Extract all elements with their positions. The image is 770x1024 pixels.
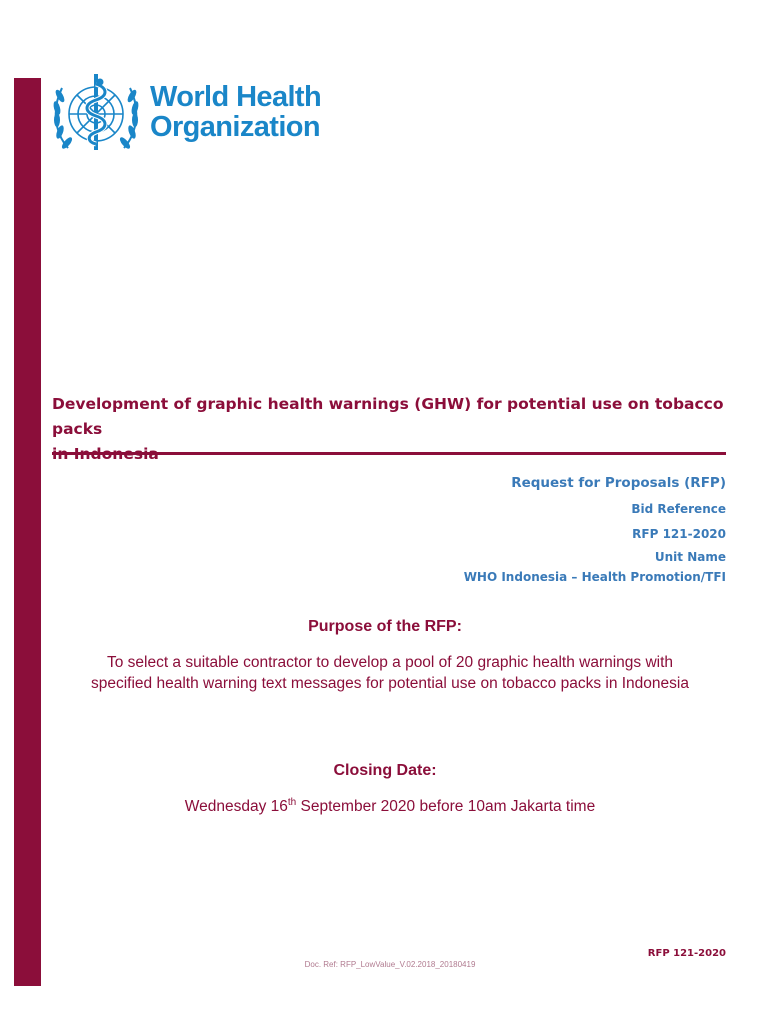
purpose-text [40,652,740,694]
closing-date-heading: Closing Date: [333,762,437,779]
closing-rest: September 2020 before 10am Jakarta time [296,798,596,816]
footer-rfp-reference: RFP 121-2020 [647,948,726,959]
bid-reference-value: RFP 121-2020 [632,527,726,541]
purpose-line-2: specified health warning text messages for potential use on tobacco packs in Indonesia [91,675,689,692]
closing-date-text [0,797,770,816]
title-line-1: Development of graphic health warnings (GHW) for potential use on tobacco packs [52,395,724,438]
closing-day: Wednesday 16 [184,798,288,816]
purpose-line-1: To select a suitable contractor to develop a pool of 20 graphic health warnings with [106,654,674,671]
purpose-heading: Purpose of the RFP: [308,618,462,635]
bid-reference-label: Bid Reference [631,502,726,516]
title-divider [52,452,726,455]
rfp-request-label: Request for Proposals (RFP) [511,475,726,491]
logo-line-1: World Health [150,81,322,113]
document-title [52,392,742,467]
unit-name-value: WHO Indonesia – Health Promotion/TFI [463,570,726,584]
footer-document-reference: Doc. Ref: RFP_LowValue_V.02.2018_20180419 [304,960,476,969]
unit-name-label: Unit Name [654,550,726,564]
rfp-meta-block [464,472,726,587]
side-accent-bar [14,78,41,986]
who-emblem-icon [50,70,142,158]
who-logo [50,70,330,160]
who-logo-text [150,82,321,142]
closing-ordinal: th [287,797,297,808]
logo-line-2: Organization [150,111,321,143]
